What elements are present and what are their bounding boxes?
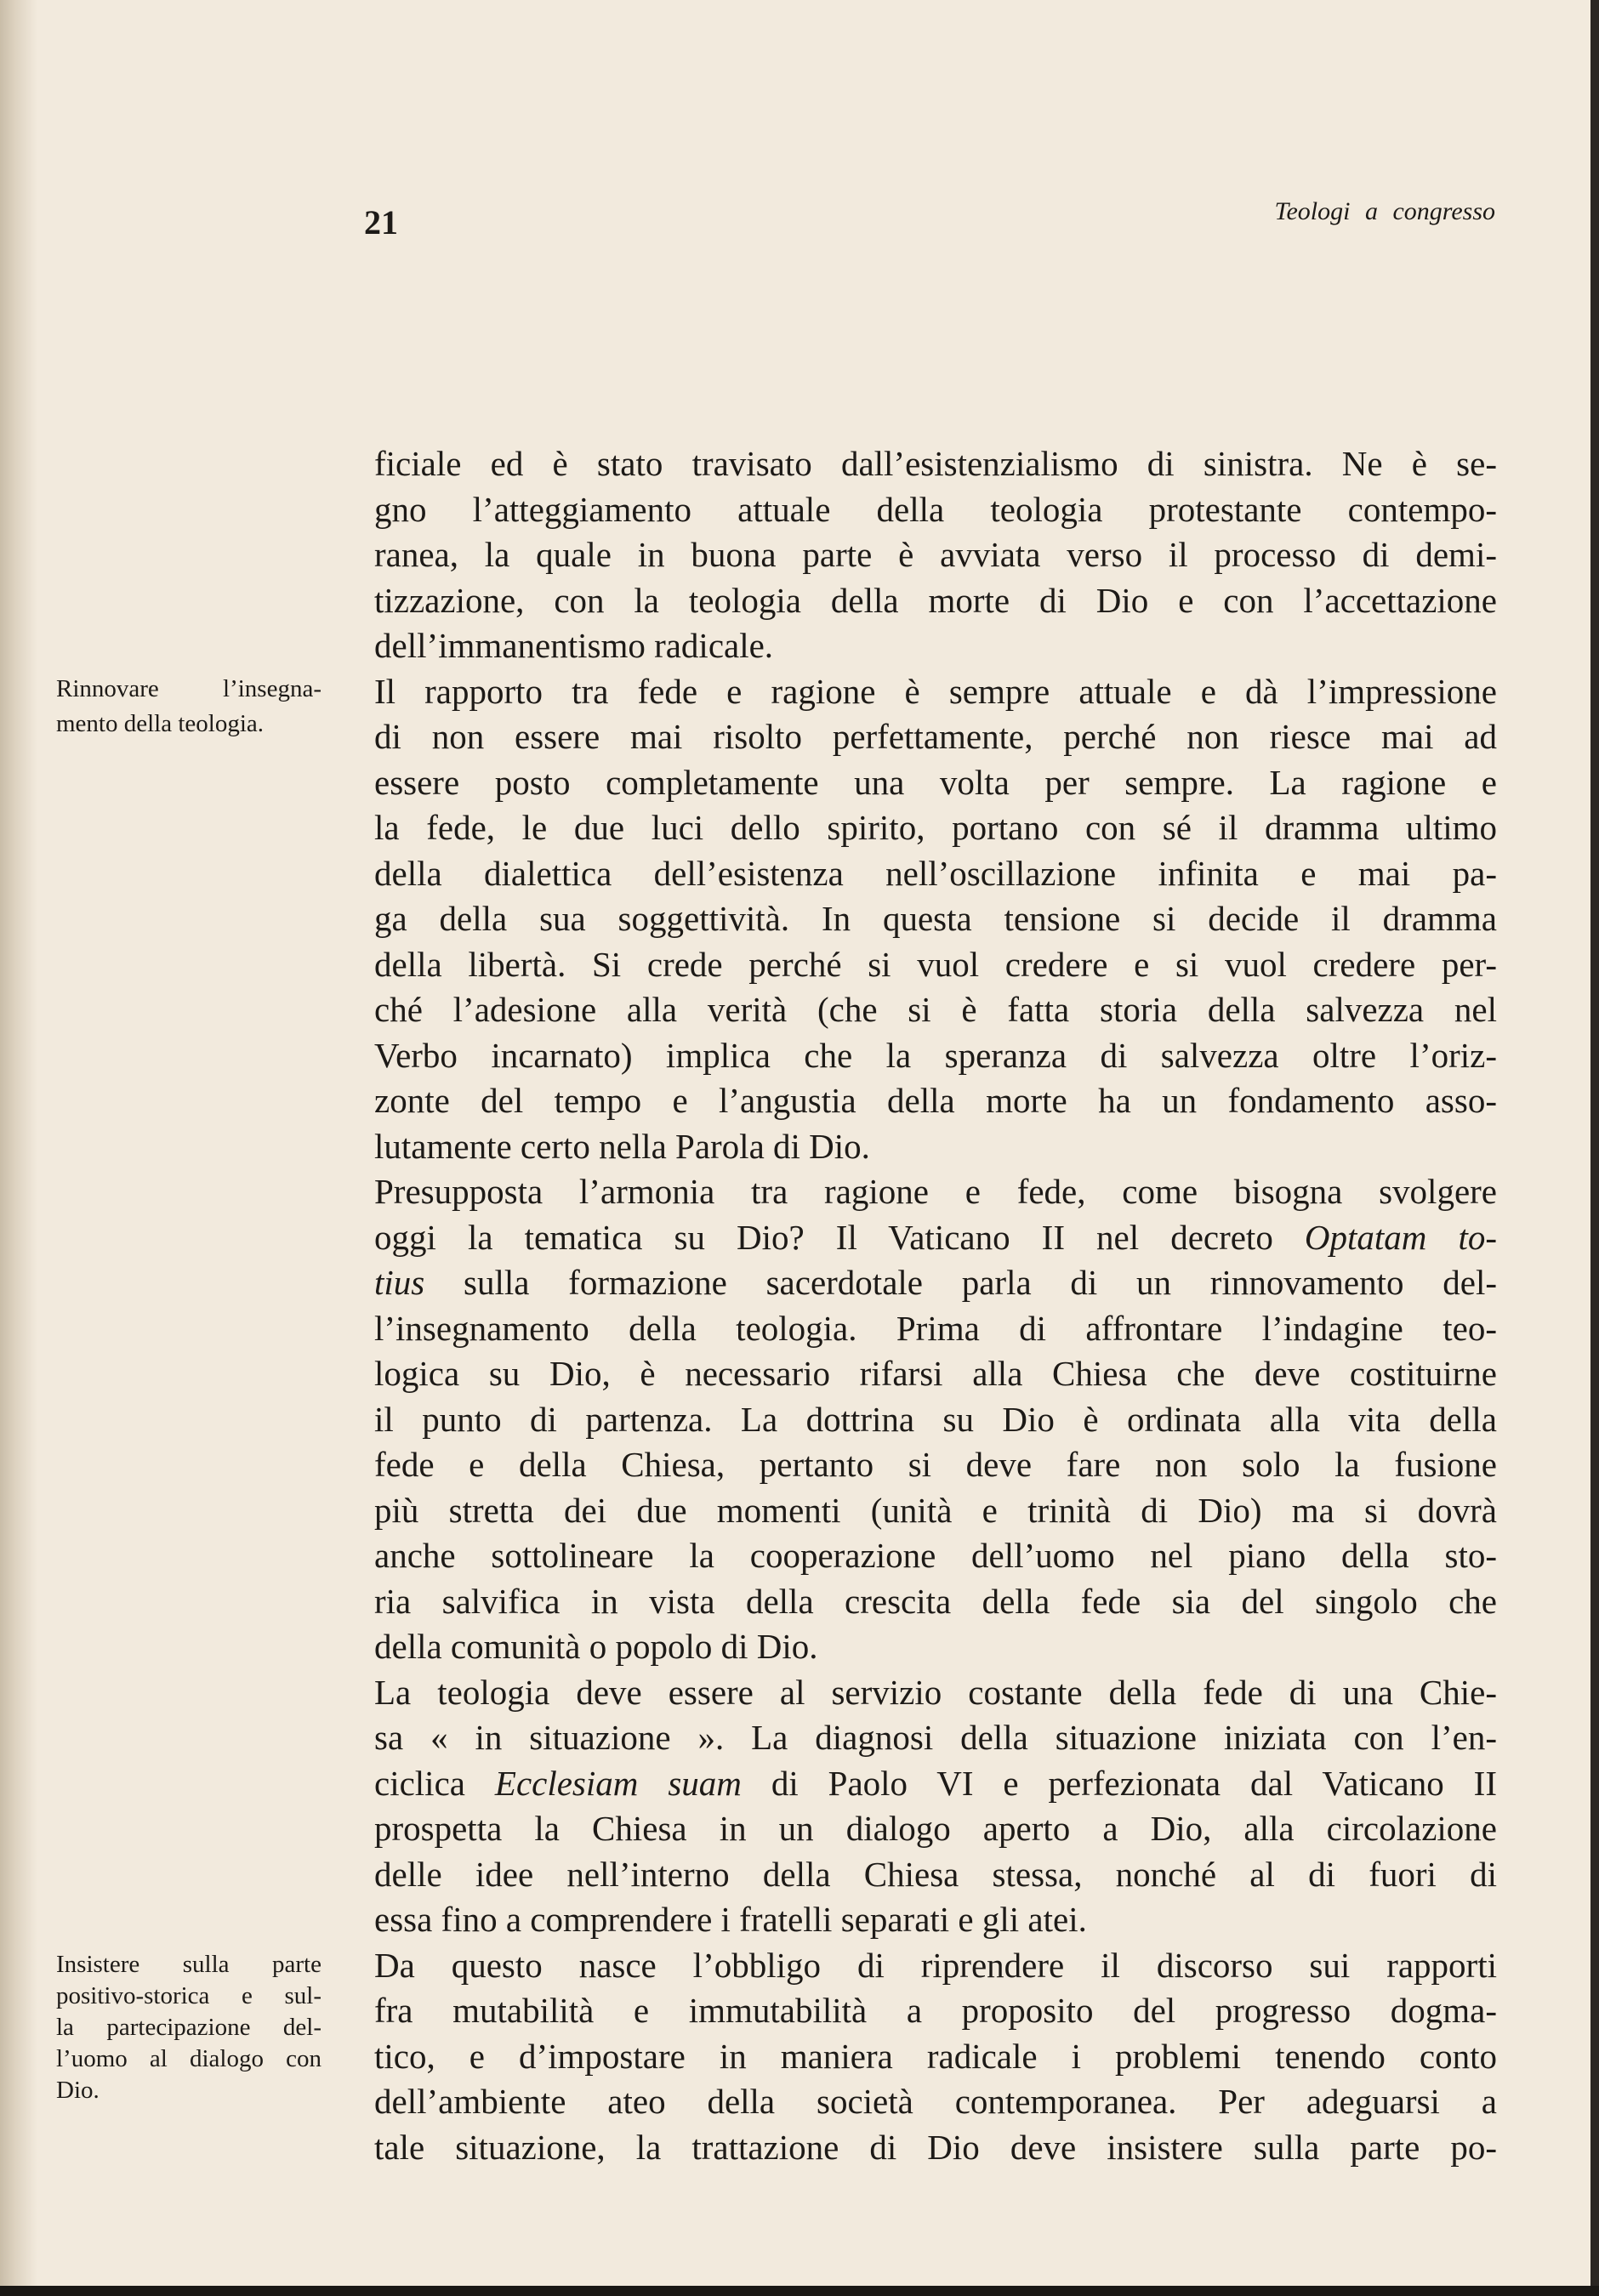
text-line	[374, 487, 1497, 533]
text-line	[374, 987, 1497, 1033]
text-line	[374, 760, 1497, 806]
text-line	[374, 942, 1497, 988]
text-line	[374, 2079, 1497, 2125]
text-segment: sa « in situazione ». La diagnosi della situazione iniziata con l’en-	[374, 1718, 1497, 1757]
text-line	[374, 896, 1497, 942]
text-segment: fra mutabilità e immutabilità a proposito del progresso dogma-	[374, 1991, 1497, 2030]
text-line	[374, 1260, 1497, 1306]
text-line	[374, 1761, 1497, 1807]
margin-note-line: Dio.	[56, 2077, 100, 2104]
text-line	[374, 1169, 1497, 1215]
text-segment: dell’ambiente ateo della società contemporanea. Per adeguarsi a	[374, 2082, 1497, 2121]
text-segment: sulla formazione sacerdotale parla di un rinnovamento del-	[424, 1263, 1497, 1302]
text-segment: anche sottolineare la cooperazione dell’uomo nel piano della sto-	[374, 1536, 1497, 1575]
text-line	[374, 2125, 1497, 2171]
text-segment: tizzazione, con la teologia della morte di Dio e con l’accettazione	[374, 580, 1497, 620]
text-line	[374, 805, 1497, 851]
text-segment: della dialettica dell’esistenza nell’oscillazione infinita e mai pa-	[374, 853, 1497, 893]
text-segment: lutamente certo nella Parola di Dio.	[374, 1126, 870, 1166]
text-segment: essa fino a comprendere i fratelli separati e gli atei.	[374, 1900, 1087, 1939]
margin-note-positive-historical	[56, 1949, 322, 2106]
text-segment: ficiale ed è stato travisato dall’esistenzialismo di sinistra. Ne è se-	[374, 444, 1497, 483]
text-segment: ranea, la quale in buona parte è avviata verso il processo di demi-	[374, 535, 1497, 574]
margin-note-line: Rinnovare l’insegna-	[56, 675, 322, 702]
text-line	[374, 1488, 1497, 1534]
text-segment: ché l’adesione alla verità (che si è fatta storia della salvezza nel	[374, 990, 1497, 1029]
text-segment: la fede, le due luci dello spirito, portano con sé il dramma ultimo	[374, 808, 1497, 847]
text-line	[374, 1670, 1497, 1716]
text-line	[374, 714, 1497, 760]
margin-note-line: la partecipazione del-	[56, 2014, 322, 2041]
italic-title: tius	[374, 1263, 425, 1302]
text-segment: tico, e d’impostare in maniera radicale i problemi tenendo conto	[374, 2036, 1497, 2076]
text-segment: essere posto completamente una volta per sempre. La ragione e	[374, 762, 1497, 802]
text-segment: di non essere mai risolto perfettamente, perché non riesce mai ad	[374, 717, 1497, 756]
text-line	[374, 1988, 1497, 2034]
text-segment: zonte del tempo e l’angustia della morte ha un fondamento asso-	[374, 1081, 1497, 1120]
text-segment: Verbo incarnato) implica che la speranza di salvezza oltre l’oriz-	[374, 1035, 1497, 1075]
margin-note-renew-teaching	[56, 672, 322, 742]
text-segment: Presupposta l’armonia tra ragione e fede, come bisogna svolgere	[374, 1172, 1497, 1211]
margin-note-line: mento della teologia.	[56, 710, 265, 737]
text-line	[374, 1215, 1497, 1261]
text-line	[374, 1078, 1497, 1124]
text-line	[374, 441, 1497, 487]
text-line	[374, 1943, 1497, 1989]
body-text	[374, 441, 1497, 2170]
text-segment: più stretta dei due momenti (unità e trinità di Dio) ma si dovrà	[374, 1490, 1497, 1530]
text-line	[374, 1397, 1497, 1443]
text-line	[374, 1442, 1497, 1488]
text-line	[374, 532, 1497, 578]
text-line	[374, 669, 1497, 715]
italic-title: Ecclesiam suam	[494, 1763, 742, 1803]
page-number: 21	[364, 203, 398, 242]
text-line	[374, 1579, 1497, 1625]
text-segment: il punto di partenza. La dottrina su Dio è ordinata alla vita della	[374, 1399, 1497, 1439]
text-segment: dell’immanentismo radicale.	[374, 626, 774, 665]
text-line	[374, 1897, 1497, 1943]
running-title: Teologi a congresso	[1274, 197, 1495, 225]
margin-note-line: Insistere sulla parte	[56, 1951, 322, 1978]
italic-title: Optatam to-	[1304, 1217, 1497, 1257]
page-right-edge	[1590, 0, 1599, 2296]
text-segment: gno l’atteggiamento attuale della teologia protestante contempo-	[374, 489, 1497, 529]
text-line	[374, 1033, 1497, 1079]
text-segment: fede e della Chiesa, pertanto si deve fare non solo la fusione	[374, 1445, 1497, 1484]
text-segment: logica su Dio, è necessario rifarsi alla Chiesa che deve costituirne	[374, 1354, 1497, 1393]
text-line	[374, 1852, 1497, 1898]
text-line	[374, 1624, 1497, 1670]
text-segment: della libertà. Si crede perché si vuol credere e si vuol credere per-	[374, 944, 1497, 984]
text-segment: ria salvifica in vista della crescita della fede sia del singolo che	[374, 1581, 1497, 1621]
text-segment: tale situazione, la trattazione di Dio deve insistere sulla parte po-	[374, 2127, 1497, 2167]
text-line	[374, 1306, 1497, 1352]
text-segment: ciclica	[374, 1763, 495, 1803]
text-segment: Il rapporto tra fede e ragione è sempre attuale e dà l’impressione	[374, 671, 1497, 711]
text-line	[374, 2034, 1497, 2080]
text-segment: delle idee nell’interno della Chiesa stessa, nonché al di fuori di	[374, 1854, 1497, 1894]
text-segment: ga della sua soggettività. In questa tensione si decide il dramma	[374, 899, 1497, 938]
text-line	[374, 851, 1497, 897]
book-gutter-shadow	[0, 0, 37, 2296]
text-segment: l’insegnamento della teologia. Prima di affrontare l’indagine teo-	[374, 1308, 1497, 1348]
text-line	[374, 623, 1497, 669]
text-line	[374, 1124, 1497, 1170]
margin-note-line: l’uomo al dialogo con	[56, 2045, 322, 2072]
margin-note-line: positivo-storica e sul-	[56, 1982, 322, 2009]
text-line	[374, 578, 1497, 624]
text-line	[374, 1715, 1497, 1761]
text-segment: Da questo nasce l’obbligo di riprendere il discorso sui rapporti	[374, 1945, 1497, 1985]
text-segment: La teologia deve essere al servizio costante della fede di una Chie-	[374, 1672, 1497, 1712]
text-segment: della comunità o popolo di Dio.	[374, 1627, 818, 1666]
text-segment: oggi la tematica su Dio? Il Vaticano II nel decreto	[374, 1217, 1305, 1257]
text-segment: di Paolo VI e perfezionata dal Vaticano II	[741, 1763, 1497, 1803]
text-segment: prospetta la Chiesa in un dialogo aperto a Dio, alla circolazione	[374, 1809, 1497, 1848]
page-bottom-edge	[0, 2286, 1599, 2296]
text-line	[374, 1533, 1497, 1579]
text-line	[374, 1351, 1497, 1397]
text-line	[374, 1806, 1497, 1852]
